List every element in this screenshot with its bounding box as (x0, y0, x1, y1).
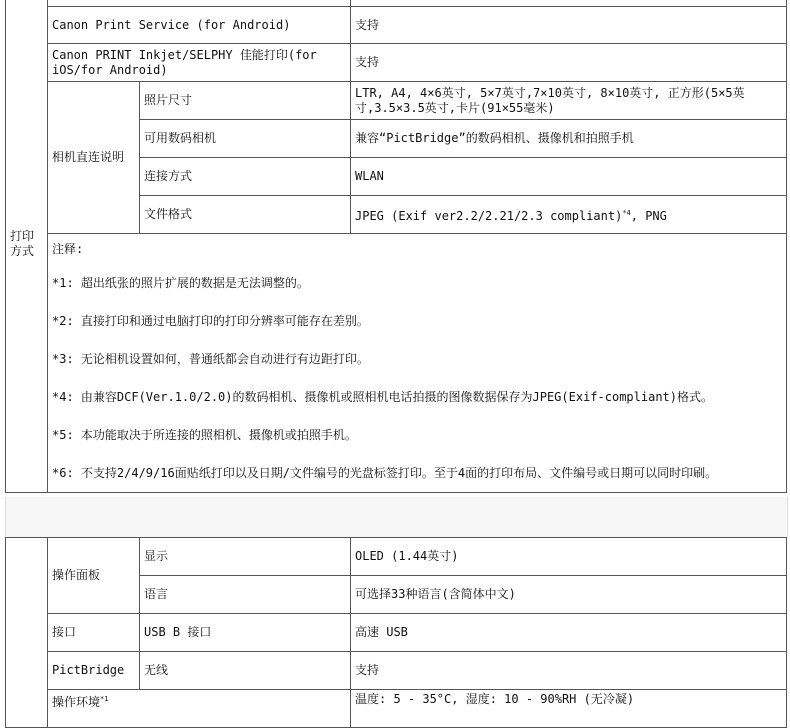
notes-row (6, 234, 787, 493)
row-value: 兼容“PictBridge”的数码相机、摄像机和拍照手机 (351, 120, 787, 158)
table-row (6, 652, 787, 690)
row-label: 连接方式 (140, 158, 351, 196)
row-label: Canon PRINT Inkjet/SELPHY 佳能打印(for iOS/for Android) (48, 44, 351, 82)
interface-value: 高速 USB (351, 614, 787, 652)
pictbridge-label: PictBridge (48, 652, 140, 690)
table-row (6, 614, 787, 652)
notes-title: 注释: (52, 242, 84, 256)
panel-spec-table (5, 537, 787, 728)
interface-label: 接口 (48, 614, 140, 652)
note-5: *5: 本功能取决于所连接的照相机、摄像机或拍照手机。 (52, 428, 357, 442)
note-6: *6: 不支持2/4/9/16面贴纸打印以及日期/文件编号的光盘标签打印。至于4面的打印布局、文件编号或日期可以同时印刷。 (52, 466, 718, 480)
footnote-ref: *1 (100, 695, 109, 703)
table-row (6, 82, 787, 120)
print-method-label: 打印方式 (10, 228, 35, 258)
row-value: 支持 (351, 44, 787, 82)
row-label: Canon Print Service (for Android) (48, 7, 351, 44)
environment-label-cell (48, 690, 351, 728)
pictbridge-value: 支持 (351, 652, 787, 690)
operation-panel-label: 操作面板 (48, 538, 140, 614)
note-4: *4: 由兼容DCF(Ver.1.0/2.0)的数码相机、摄像机或照相机电话拍摄的图像数据保存为JPEG(Exif-compliant)格式。 (52, 390, 713, 404)
table-row (6, 538, 787, 576)
section-gap (5, 497, 788, 537)
row-value: OLED (1.44英寸) (351, 538, 787, 576)
print-spec-table (5, 0, 787, 493)
table-row (6, 44, 787, 82)
note-1: *1: 超出纸张的照片扩展的数据是无法调整的。 (52, 276, 309, 290)
environment-value: 温度: 5 - 35°C, 湿度: 10 - 90%RH (无冷凝) (351, 690, 787, 728)
environment-label: 操作环境 (52, 695, 101, 709)
note-3: *3: 无论相机设置如何，普通纸都会自动进行有边距打印。 (52, 352, 369, 366)
row-label: 照片尺寸 (140, 82, 351, 120)
file-format-tail: , PNG (630, 208, 667, 223)
row-label: 文件格式 (140, 196, 351, 234)
file-format-value: JPEG (Exif ver2.2/2.21/2.3 compliant) (355, 208, 623, 223)
table-row (6, 7, 787, 44)
row-label: 显示 (140, 538, 351, 576)
camera-direct-label: 相机直连说明 (48, 82, 140, 234)
row-label: 语言 (140, 576, 351, 614)
interface-sub: USB B 接口 (140, 614, 351, 652)
row-value: 支持 (351, 7, 787, 44)
footnote-ref: *4 (622, 208, 631, 217)
row-value: LTR, A4, 4×6英寸, 5×7英寸,7×10英寸, 8×10英寸, 正方形(5×5英寸,3.5×3.5英寸,卡片(91×55毫米) (351, 82, 787, 120)
print-method-header (6, 0, 48, 493)
notes-cell (48, 234, 787, 493)
row-value (351, 196, 787, 234)
note-2: *2: 直接打印和通过电脑打印的打印分辨率可能存在差别。 (52, 314, 369, 328)
pictbridge-sub: 无线 (140, 652, 351, 690)
row-label: 可用数码相机 (140, 120, 351, 158)
row-value: WLAN (351, 158, 787, 196)
row-value: 可选择33种语言(含简体中文) (351, 576, 787, 614)
table-row (6, 690, 787, 728)
